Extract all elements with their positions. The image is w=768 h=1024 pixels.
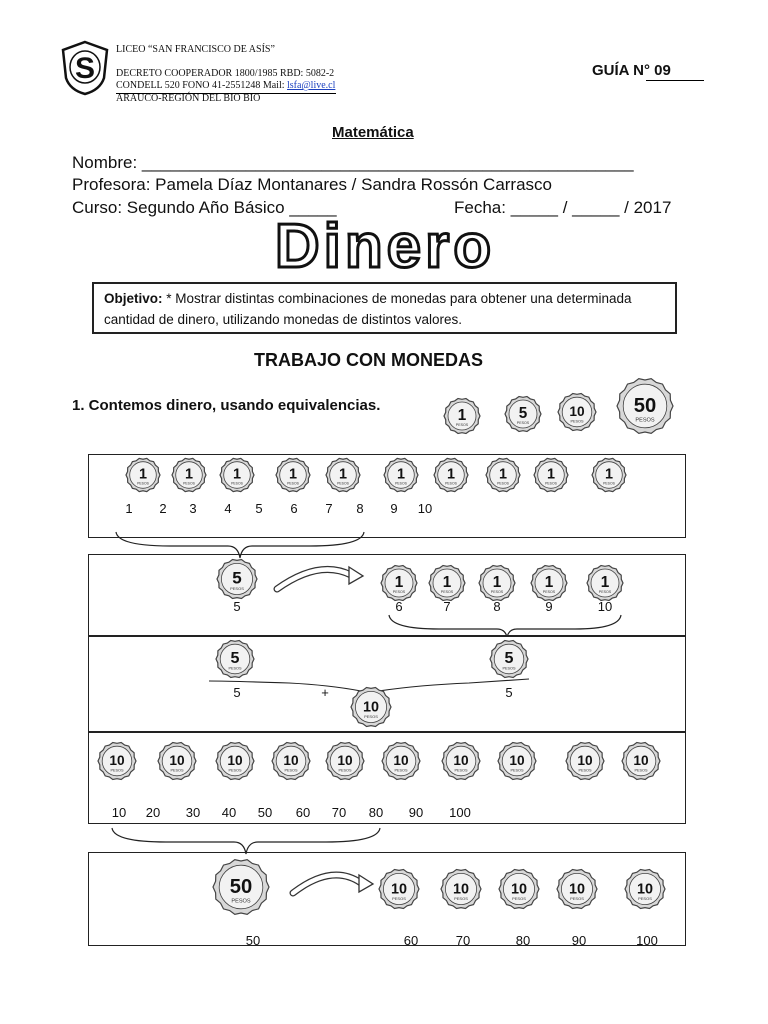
coin-value-label: 10 [337, 753, 353, 769]
legend-coin-50 [617, 379, 673, 434]
box4-ten-coin [216, 743, 254, 780]
coin-value-label: 1 [394, 573, 404, 591]
dinero-title-text: Dinero [274, 218, 496, 278]
coin-value-label: 1 [446, 466, 456, 483]
coin-pesos-label: PESOS [603, 481, 615, 486]
coin-pesos-label: PESOS [634, 768, 648, 773]
box4-ten-coin [566, 743, 604, 780]
address-text: CONDELL 520 FONO 41-2551248 Mail: [116, 80, 288, 91]
box2-count-label: 9 [545, 599, 553, 614]
course-field[interactable]: Curso: Segundo Año Básico _____ [72, 198, 337, 217]
box5-left-number: 50 [245, 933, 261, 947]
box1-count-label: 1 [125, 501, 133, 516]
box4-ten-coin [272, 743, 310, 780]
coin-pesos-label: PESOS [230, 586, 244, 591]
coin-value-label: 1 [492, 573, 502, 591]
coin-value-label: 1 [442, 573, 452, 591]
coin-pesos-label: PESOS [392, 589, 406, 594]
coin-value-label: 10 [227, 753, 243, 769]
box4-count-label: 60 [295, 805, 311, 820]
legend-coin-5-face [505, 397, 541, 432]
box2-count-label: 10 [597, 599, 613, 614]
box1-count-label: 5 [255, 501, 263, 516]
coin-value-label: 10 [283, 753, 299, 769]
teacher-line: Profesora: Pamela Díaz Montanares / Sandra Rossón Carrasco [72, 175, 553, 194]
box3-right-number: 5 [505, 685, 513, 700]
coin-pesos-label: PESOS [454, 768, 468, 773]
box2-count-label: 6 [395, 599, 403, 614]
coin-value-label: 5 [232, 568, 242, 588]
box2-left-number: 5 [233, 599, 241, 614]
coin-pesos-label: PESOS [394, 768, 408, 773]
coin-pesos-label: PESOS [231, 481, 243, 486]
coin-value-label: 1 [138, 466, 148, 483]
coin-pesos-label: PESOS [170, 768, 184, 773]
coin-pesos-label: PESOS [287, 481, 299, 486]
box1-count-label: 6 [290, 501, 298, 516]
coin-pesos-label: PESOS [570, 896, 584, 901]
box2-one-coin [587, 566, 623, 601]
coin-value-label: 10 [393, 753, 409, 769]
legend-coin-5 [505, 397, 541, 432]
coin-value-label: 1 [396, 466, 406, 483]
legend-coin-50-face [617, 379, 673, 434]
box4-count-label: 20 [145, 805, 161, 820]
box1-coin [434, 458, 468, 491]
coin-pesos-label: PESOS [545, 481, 557, 486]
coin-value-label: 1 [232, 466, 242, 483]
box2-one-coin [429, 566, 465, 601]
box4-count-label: 70 [331, 805, 347, 820]
question-1: 1. Contemos dinero, usando equivalencias. [72, 397, 381, 414]
coin-value-label: 5 [230, 649, 240, 668]
coin-value-label: 10 [569, 404, 585, 420]
coin-value-label: 1 [604, 466, 614, 483]
box1-count-label: 4 [224, 501, 232, 516]
box5-count-label: 70 [455, 933, 471, 947]
coin-value-label: 10 [452, 881, 470, 898]
box2-arrow-icon [277, 567, 363, 589]
box3-left-five-coin [216, 641, 254, 678]
box5-arrow-icon [293, 875, 373, 893]
name-field[interactable]: Nombre: ____________________________________________________ [72, 153, 634, 172]
coin-pesos-label: PESOS [228, 666, 242, 671]
coin-pesos-label: PESOS [183, 481, 195, 486]
decree-line: DECRETO COOPERADOR 1800/1985 RBD: 5082-2 [116, 68, 335, 79]
coin-value-label: 10 [453, 753, 469, 769]
box4-count-label: 50 [257, 805, 273, 820]
legend-coin-1 [444, 399, 480, 434]
coin-pesos-label: PESOS [440, 589, 454, 594]
legend-coin-10 [558, 394, 596, 431]
box4-ten-coin [382, 743, 420, 780]
coin-value-label: 1 [338, 466, 348, 483]
box4-ten-coin [158, 743, 196, 780]
coin-pesos-label: PESOS [231, 898, 251, 905]
box5-ten-coin [557, 870, 597, 909]
coin-pesos-label: PESOS [638, 896, 652, 901]
coin-pesos-label: PESOS [578, 768, 592, 773]
guide-underline [646, 80, 704, 81]
box5-count-label: 60 [403, 933, 419, 947]
box3-ten-coin [351, 688, 391, 727]
box4-count-label: 10 [111, 805, 127, 820]
box-tens [88, 732, 686, 824]
box4-count-label: 90 [408, 805, 424, 820]
box1-coin [126, 458, 160, 491]
dinero-title [200, 218, 570, 278]
guide-number: GUÍA N° 09 [592, 62, 671, 79]
coin-value-label: 10 [568, 881, 586, 898]
coin-pesos-label: PESOS [364, 714, 378, 719]
box1-count-label: 10 [417, 501, 433, 516]
legend-coin-1-face [444, 399, 480, 434]
box5-ten-coin [499, 870, 539, 909]
coin-value-label: 10 [636, 881, 654, 898]
coin-value-label: 1 [544, 573, 554, 591]
box1-coin [276, 458, 310, 491]
box4-count-label: 80 [368, 805, 384, 820]
box5-ten-coin [379, 870, 419, 909]
box-ones [88, 454, 686, 538]
box2-five-coin [217, 560, 257, 599]
coin-value-label: 10 [509, 753, 525, 769]
coin-pesos-label: PESOS [542, 589, 556, 594]
box-fives-to-ten [88, 636, 686, 732]
box5-fifty-coin [213, 860, 269, 915]
coin-pesos-label: PESOS [570, 419, 584, 424]
coin-value-label: 1 [600, 573, 610, 591]
coin-pesos-label: PESOS [512, 896, 526, 901]
box4-drawing [89, 733, 687, 825]
coin-value-label: 10 [577, 753, 593, 769]
box4-ten-coin [498, 743, 536, 780]
coin-pesos-label: PESOS [598, 589, 612, 594]
box1-drawing [89, 455, 687, 539]
box5-ten-coin [625, 870, 665, 909]
box-fifty-and-tens [88, 852, 686, 946]
coin-value-label: 10 [633, 753, 649, 769]
coin-pesos-label: PESOS [497, 481, 509, 486]
box3-left-number: 5 [233, 685, 241, 700]
coin-value-label: 10 [362, 699, 380, 716]
box4-ten-coin [98, 743, 136, 780]
box3-right-five-coin [490, 641, 528, 678]
school-logo [60, 40, 110, 96]
box5-drawing [89, 853, 687, 947]
box2-drawing [89, 555, 687, 637]
coin-pesos-label: PESOS [284, 768, 298, 773]
coin-value-label: 50 [229, 876, 253, 899]
box2-one-coin [479, 566, 515, 601]
coin-value-label: 1 [498, 466, 508, 483]
box1-coin [384, 458, 418, 491]
box4-count-label: 100 [449, 805, 471, 820]
coin-pesos-label: PESOS [455, 422, 469, 427]
box1-coin [220, 458, 254, 491]
box5-count-label: 100 [636, 933, 658, 947]
coin-pesos-label: PESOS [110, 768, 124, 773]
box4-ten-coin [326, 743, 364, 780]
coin-value-label: 1 [546, 466, 556, 483]
coin-pesos-label: PESOS [338, 768, 352, 773]
coin-value-label: 1 [457, 406, 467, 424]
coin-pesos-label: PESOS [454, 896, 468, 901]
box2-count-label: 8 [493, 599, 501, 614]
coin-pesos-label: PESOS [337, 481, 349, 486]
box4-count-label: 40 [221, 805, 237, 820]
objective-text: * Mostrar distintas combinaciones de monedas para obtener una determinada cantidad de dinero, utilizando monedas de distintos valores. [104, 291, 632, 327]
coin-pesos-label: PESOS [510, 768, 524, 773]
coin-pesos-label: PESOS [445, 481, 457, 486]
coin-pesos-label: PESOS [228, 768, 242, 773]
box3-drawing [89, 637, 687, 733]
box4-ten-coin [622, 743, 660, 780]
box1-coin [326, 458, 360, 491]
box1-count-label: 7 [325, 501, 333, 516]
coin-pesos-label: PESOS [392, 896, 406, 901]
box5-ten-coin [441, 870, 481, 909]
coin-pesos-label: PESOS [516, 420, 530, 425]
box-five-and-ones [88, 554, 686, 636]
objective-label: Objetivo: [104, 291, 163, 306]
box1-count-label: 3 [189, 501, 197, 516]
box2-one-coin [531, 566, 567, 601]
box3-plus-sign: + [321, 685, 329, 700]
coin-pesos-label: PESOS [502, 666, 516, 671]
school-name: LICEO “SAN FRANCISCO DE ASÍS” [116, 44, 275, 55]
section-title: TRABAJO CON MONEDAS [254, 350, 484, 370]
coin-pesos-label: PESOS [395, 481, 407, 486]
box1-count-label: 9 [390, 501, 398, 516]
coin-value-label: 10 [390, 881, 408, 898]
coin-value-label: 10 [109, 753, 125, 769]
coin-value-label: 1 [184, 466, 194, 483]
coin-value-label: 5 [504, 649, 514, 668]
coin-value-label: 10 [510, 881, 528, 898]
box1-count-label: 2 [159, 501, 167, 516]
coin-pesos-label: PESOS [137, 481, 149, 486]
legend-coin-10-face [558, 394, 596, 431]
box2-count-label: 7 [443, 599, 451, 614]
box5-count-label: 90 [571, 933, 587, 947]
box1-coin [592, 458, 626, 491]
box5-count-label: 80 [515, 933, 531, 947]
logo-letter: S [74, 52, 96, 85]
box2-brace [389, 615, 621, 637]
coin-pesos-label: PESOS [490, 589, 504, 594]
box1-coin [172, 458, 206, 491]
box4-ten-coin [442, 743, 480, 780]
box1-count-label: 8 [356, 501, 364, 516]
coin-legend [440, 376, 680, 440]
coin-pesos-label: PESOS [635, 417, 655, 424]
box2-one-coin [381, 566, 417, 601]
box1-coin [534, 458, 568, 491]
box4-count-label: 30 [185, 805, 201, 820]
email-link[interactable]: lsfa@live.cl [287, 80, 336, 91]
date-field[interactable]: Fecha: _____ / _____ / 2017 [454, 198, 672, 217]
region-line: ARAUCO-REGIÓN DEL BIO BIO [116, 93, 261, 104]
coin-value-label: 10 [169, 753, 185, 769]
coin-value-label: 1 [288, 466, 298, 483]
box1-coin [486, 458, 520, 491]
subject-title: Matemática [332, 124, 414, 141]
address-line [116, 80, 335, 92]
region-underline [116, 93, 336, 94]
objective-box [92, 282, 677, 334]
coin-value-label: 5 [518, 404, 528, 422]
coin-value-label: 50 [633, 395, 657, 418]
